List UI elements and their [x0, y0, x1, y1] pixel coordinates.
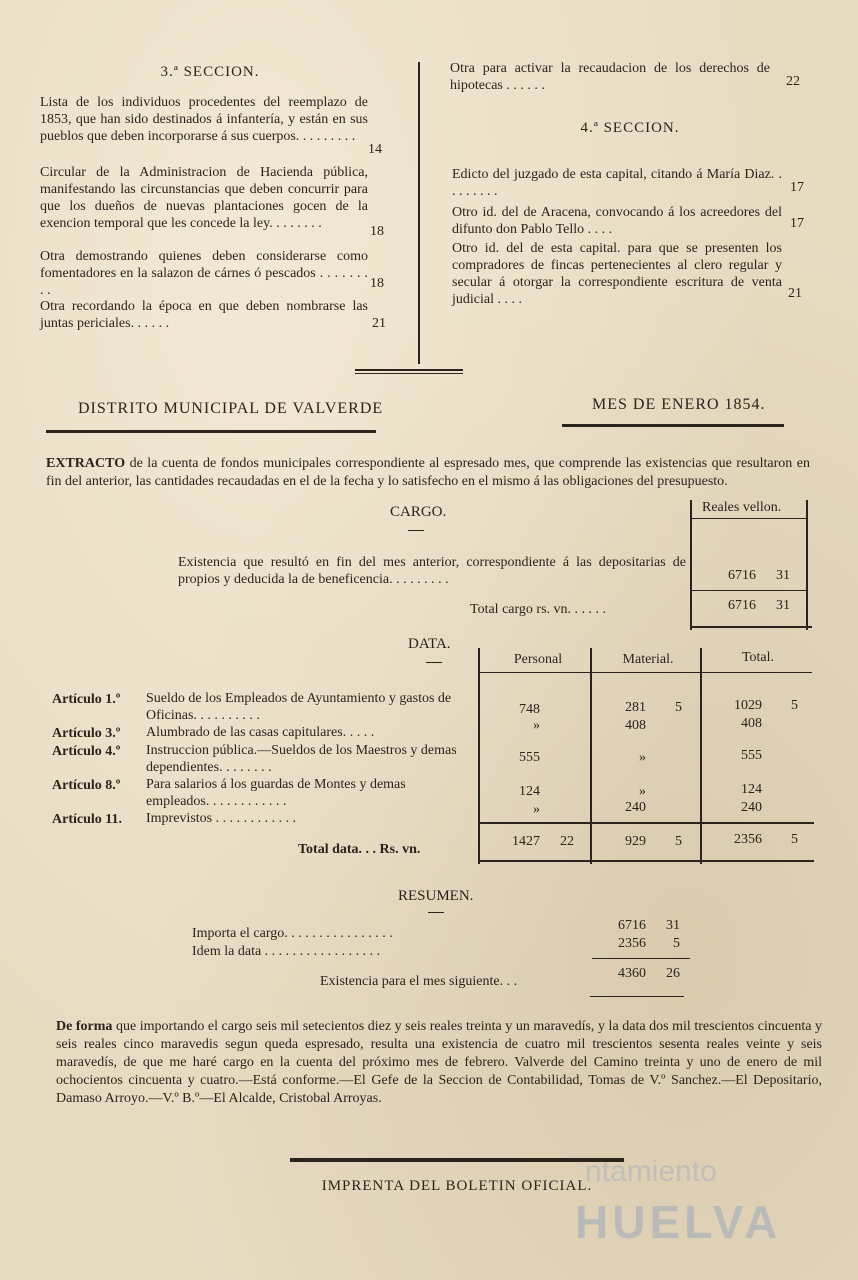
left-section-title: 3.ª SECCION. — [160, 64, 260, 80]
title-dash — [428, 912, 444, 913]
cargo-existencia-text: Existencia que resultó en fin del mes anterior, correspondiente á las depositarias de propios y deducida la de beneficencia. . . . . . . . . — [178, 555, 686, 587]
resumen-existencia-maravedis: 26 — [666, 966, 680, 981]
cargo-total-label: Total cargo rs. vn. . . . . . — [470, 602, 607, 617]
total-material: 929 — [625, 834, 646, 849]
table-bottom-rule — [480, 860, 814, 862]
total-value: 1029 — [734, 698, 762, 713]
page-number: 21 — [788, 286, 802, 301]
column-header-personal: Personal — [513, 652, 563, 667]
personal-value: 124 — [519, 784, 540, 799]
extracto-lead: EXTRACTO — [46, 456, 126, 471]
entry-text: Otra demostrando quienes deben considerarse como fomentadores en la salazon de cárnes ó pescados . . . . . . . . . — [40, 249, 368, 298]
article-label: Artículo 4.º — [52, 744, 121, 759]
article-label: Artículo 11. — [52, 812, 122, 827]
article-label: Artículo 1.º — [52, 692, 121, 707]
resumen-cargo-label: Importa el cargo. . . . . . . . . . . . . . . . — [192, 926, 393, 941]
page-number: 17 — [790, 216, 804, 231]
column-header-material: Material. — [622, 652, 674, 667]
cargo-total-maravedis: 31 — [776, 598, 790, 613]
left-entry-4 — [40, 298, 368, 332]
table-sum-rule — [480, 822, 814, 824]
page-number: 18 — [370, 224, 384, 239]
page-number: 18 — [370, 276, 384, 291]
material-value: 408 — [625, 718, 646, 733]
watermark-logo: HUELVA — [575, 1196, 782, 1248]
title-dash — [426, 662, 442, 663]
entry-text: Circular de la Administracion de Hacienda pública, manifestando las circunstancias que deben concurrir para que los dueños de nuevas plantaciones gocen de la exencion temporal que les concede la ley. . . . . . . . — [40, 165, 368, 231]
cargo-existencia-value: 6716 — [728, 568, 756, 583]
total-value: 124 — [741, 782, 762, 797]
total-personal-maravedis: 22 — [560, 834, 574, 849]
section-rule — [355, 369, 463, 371]
entry-text: Otro id. del de esta capital. para que se presenten los compradores de fincas pertenecientes al clero regular y secular á otorgar la correspondiente escritura de venta judicial . . . . — [452, 241, 782, 307]
article-label: Artículo 3.º — [52, 726, 121, 741]
resumen-existencia-value: 4360 — [618, 966, 646, 981]
cargo-title: CARGO. — [390, 504, 447, 520]
section-rule — [355, 373, 463, 374]
personal-value: » — [533, 718, 540, 733]
material-value: » — [639, 784, 646, 799]
right-entry-3 — [452, 240, 782, 308]
material-value: » — [639, 750, 646, 765]
resumen-cargo-value: 6716 — [618, 918, 646, 933]
imprint: IMPRENTA DEL BOLETIN OFICIAL. — [321, 1178, 593, 1194]
column-header-total: Total. — [741, 650, 775, 665]
article-desc: Instruccion pública.—Sueldos de los Maestros y demas dependientes. . . . . . . . — [146, 743, 457, 775]
month-title: MES DE ENERO 1854. — [592, 396, 766, 413]
total-total: 2356 — [734, 832, 762, 847]
total-maravedis: 5 — [791, 698, 798, 713]
entry-text: Otro id. del de Aracena, convocando á los acreedores del difunto don Pablo Tello . . . . — [452, 205, 782, 237]
imprint-rule — [290, 1158, 624, 1162]
right-entry-2 — [452, 204, 782, 238]
entry-text: Otra recordando la época en que deben nombrarse las juntas periciales. . . . . . — [40, 299, 368, 331]
data-total-label: Total data. . . Rs. vn. — [298, 842, 421, 857]
right-entry-first — [450, 60, 770, 94]
watermark-text: ntamiento — [585, 1155, 717, 1188]
page-number: 21 — [372, 316, 386, 331]
closing-lead: De forma — [56, 1019, 113, 1034]
data-title: DATA. — [408, 636, 451, 652]
cargo-column-header: Reales vellon. — [702, 500, 782, 515]
extracto-paragraph — [46, 455, 810, 491]
table-border — [700, 648, 702, 864]
article-label: Artículo 8.º — [52, 778, 121, 793]
cargo-total-value: 6716 — [728, 598, 756, 613]
resumen-bottom-rule — [590, 996, 684, 997]
table-header-rule — [480, 672, 812, 673]
personal-value: » — [533, 802, 540, 817]
header-rule — [562, 424, 784, 427]
entry-text: Lista de los individuos procedentes del reemplazo de 1853, que han sido destinados á infantería, y están en sus pueblos que deben incorporarse á sus cuerpos. . . . . . . . . — [40, 95, 368, 144]
article-desc: Imprevistos . . . . . . . . . . . . — [146, 811, 297, 826]
article-desc: Para salarios á los guardas de Montes y demas empleados. . . . . . . . . . . . — [146, 777, 406, 809]
resumen-data-maravedis: 5 — [673, 936, 680, 951]
page-number: 17 — [790, 180, 804, 195]
right-entry-1 — [452, 166, 782, 200]
column-divider — [418, 62, 420, 364]
page-number: 14 — [368, 142, 382, 157]
total-total-maravedis: 5 — [791, 832, 798, 847]
personal-value: 555 — [519, 750, 540, 765]
total-value: 408 — [741, 716, 762, 731]
resumen-rule — [592, 958, 690, 959]
cargo-header-rule — [692, 518, 806, 519]
resumen-data-value: 2356 — [618, 936, 646, 951]
table-border — [590, 648, 592, 864]
cargo-sum-rule — [692, 590, 806, 591]
personal-value: 748 — [519, 702, 540, 717]
header-rule — [46, 430, 376, 433]
total-material-maravedis: 5 — [675, 834, 682, 849]
entry-text: Edicto del juzgado de esta capital, citando á María Diaz. . . . . . . . . — [452, 167, 782, 199]
cargo-existencia-maravedis: 31 — [776, 568, 790, 583]
right-section-title: 4.ª SECCION. — [580, 120, 680, 136]
closing-paragraph — [56, 1018, 822, 1108]
left-entry-1 — [40, 94, 368, 145]
material-value: 240 — [625, 800, 646, 815]
resumen-data-label: Idem la data . . . . . . . . . . . . . . . . . — [192, 944, 381, 959]
extracto-text: de la cuenta de fondos municipales correspondiente al espresado mes, que comprende las existencias que resultaron en fin del anterior, las cantidades recaudadas en el de la fecha y lo satisfecho en el mismo á las obligaciones del presupuesto. — [46, 456, 810, 489]
resumen-title: RESUMEN. — [398, 888, 474, 904]
left-entry-2 — [40, 164, 368, 232]
resumen-existencia-label: Existencia para el mes siguiente. . . — [320, 974, 518, 989]
cargo-right-border — [806, 500, 808, 630]
left-entry-3 — [40, 248, 368, 299]
resumen-cargo-maravedis: 31 — [666, 918, 680, 933]
material-maravedis: 5 — [675, 700, 682, 715]
total-value: 555 — [741, 748, 762, 763]
cargo-left-border — [690, 500, 692, 630]
article-desc: Alumbrado de las casas capitulares. . . . . — [146, 725, 375, 740]
district-title: DISTRITO MUNICIPAL DE VALVERDE — [78, 400, 384, 417]
article-desc: Sueldo de los Empleados de Ayuntamiento y gastos de Oficinas. . . . . . . . . . — [146, 691, 452, 723]
cargo-bottom-rule — [692, 626, 812, 628]
total-personal: 1427 — [512, 834, 540, 849]
page-number: 22 — [786, 74, 800, 89]
table-border — [478, 648, 480, 864]
closing-text: que importando el cargo seis mil setecientos diez y seis reales treinta y un maravedís, y la data dos mil trescientos cincuenta y seis reales cinco maravedis segun queda espresado, resulta una existencia de cuatro mil trescientos sesenta reales veinte y seis maravedís, de que me haré cargo en la cuenta del próximo mes de febrero. Valverde del Camino treinta y uno de enero de mil ochocientos cincuenta y cuatro.—Está conforme.—El Gefe de la Seccion de Contabilidad, Tomas de V.º Sanchez.—El Depositario, Damaso Arroyo.—V.º B.º—El Alcalde, Cristobal Arroyas. — [56, 1019, 822, 1106]
total-value: 240 — [741, 800, 762, 815]
entry-text: Otra para activar la recaudacion de los derechos de hipotecas . . . . . . — [450, 61, 770, 93]
title-dash — [408, 530, 424, 531]
material-value: 281 — [625, 700, 646, 715]
